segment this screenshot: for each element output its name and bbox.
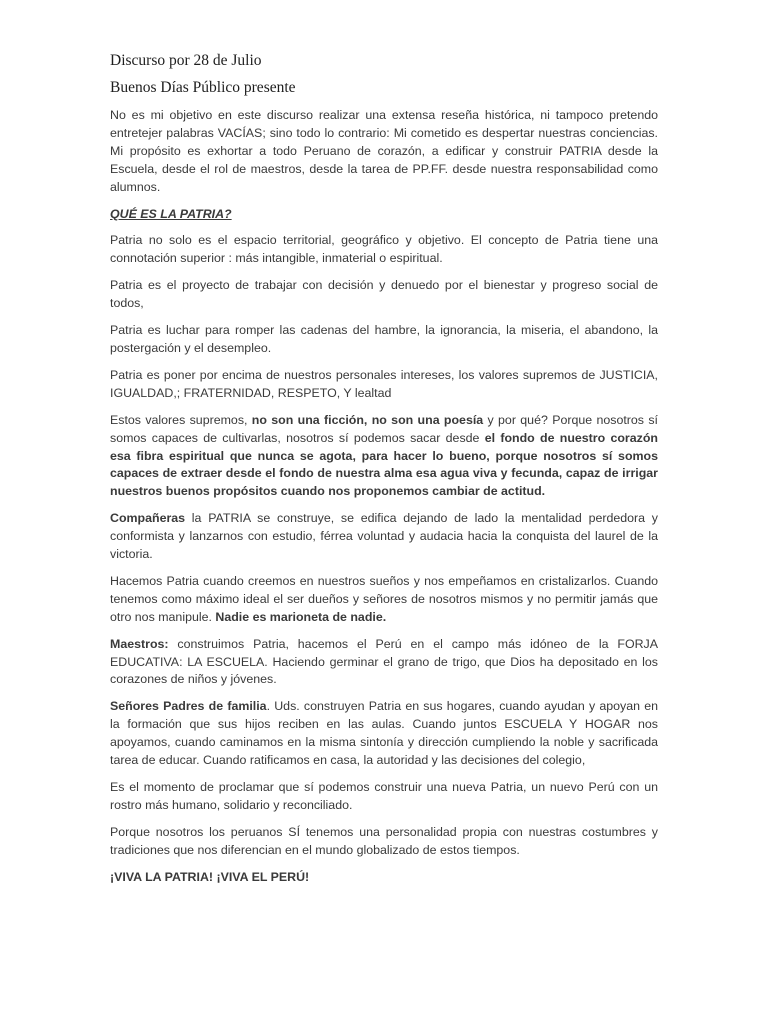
paragraph-lead: Compañeras (110, 511, 186, 526)
document-heading: Discurso por 28 de Julio (110, 52, 262, 69)
intro-paragraph: No es mi objetivo en este discurso realizar una extensa reseña histórica, ni tampoco pretendo entretejer palabras VACÍAS; sino todo lo contrario: Mi cometido es despertar nuestras conciencias. Mi propósito es exhortar a todo Peruano de corazón, a edificar y construir PATRIA desde la Escuela, desde el rol de maestros, desde la tarea de PP.FF. desde nuestra responsabilidad como alumnos. (110, 108, 658, 194)
paragraph-maestros (110, 636, 658, 690)
paragraph-patria-project: Patria es el proyecto de trabajar con decisión y denuedo por el bienestar y progreso social de todos, (110, 278, 658, 311)
text-span: Estos valores supremos, (110, 412, 252, 427)
text-span: la PATRIA se construye, se edifica dejando de lado la mentalidad perdedora y conformista y lanzarnos con estudio, férrea voluntad y audacia hacia la conquista del laurel de la victoria. (110, 511, 658, 562)
greeting-heading: Buenos Días Público presente (110, 79, 296, 96)
paragraph-patria-concept: Patria no solo es el espacio territorial, geográfico y objetivo. El concepto de Patria tiene una connotación superior : más intangible, inmaterial o espiritual. (110, 233, 658, 266)
section-subtitle: QUÉ ES LA PATRIA? (110, 206, 232, 221)
paragraph-personalidad: Porque nosotros los peruanos SÍ tenemos una personalidad propia con nuestras costumbres y tradiciones que nos diferencian en el mundo globalizado de estos tiempos. (110, 824, 658, 857)
paragraph-padres (110, 698, 658, 770)
paragraph-lead: Señores Padres de familia (110, 699, 267, 714)
paragraph-dreams (110, 573, 658, 627)
paragraph-lead: Maestros: (110, 636, 169, 651)
paragraph-patria-struggle: Patria es luchar para romper las cadenas del hambre, la ignorancia, la miseria, el abandono, la postergación y el desempleo. (110, 323, 658, 355)
text-span: . Uds. construyen Patria en sus hogares, cuando ayudan y apoyan en la formación que sus hijos reciben en las aulas. Cuando juntos ESCUELA Y HOGAR nos apoyamos, cuando caminamos en la misma sintonía y dirección cumpliendo la noble y sacrificada tarea de educar. Cuando ratificamos en casa, la autoridad y las decisiones del colegio, (110, 699, 658, 768)
paragraph-nueva-patria: Es el momento de proclamar que sí podemos construir una nueva Patria, un nuevo Perú con un rostro más humano, solidario y reconciliado. (110, 780, 658, 812)
text-span: Hacemos Patria cuando creemos en nuestros sueños y nos empeñamos en cristalizarlos. Cuando tenemos como máximo ideal el ser dueños y señores de nosotros mismos y no permitir jamás que otro nos manipule. (110, 573, 658, 624)
closing-exclamation: ¡VIVA LA PATRIA! ¡VIVA EL PERÚ! (110, 869, 310, 884)
text-span: y por qué? Porque nosotros sí somos capaces de cultivarlas, nosotros sí podemos sacar desde (110, 412, 658, 445)
bold-span: el fondo de nuestro corazón esa fibra espiritual que nunca se agota, para hacer lo bueno, porque nosotros sí somos capaces de extraer desde el fondo de nuestra alma esa agua viva y fecunda, capaz de irrigar nuestros buenos propósitos cuando nos proponemos cambiar de actitud. (110, 430, 658, 499)
text-span: construimos Patria, hacemos el Perú en el campo más idóneo de la FORJA EDUCATIVA: LA ESCUELA. Haciendo germinar el grano de trigo, que Dios ha depositado en los corazones de niños y jóvenes. (110, 636, 658, 687)
paragraph-patria-values: Patria es poner por encima de nuestros personales intereses, los valores supremos de JUSTICIA, IGUALDAD,; FRATERNIDAD, RESPETO, Y lealtad (110, 367, 658, 400)
bold-span: no son una ficción, no son una poesía (251, 412, 484, 427)
paragraph-companeras (110, 510, 658, 564)
paragraph-supreme-values (110, 412, 658, 502)
bold-span: Nadie es marioneta de nadie. (215, 609, 387, 624)
